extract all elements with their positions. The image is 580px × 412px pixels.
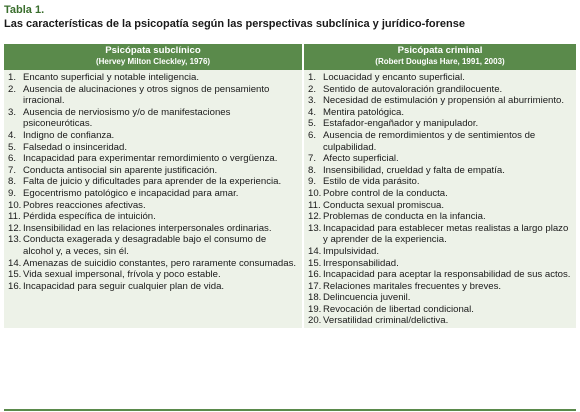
item-text: Estafador-engañador y manipulador. xyxy=(323,118,479,130)
item-text: Pobres reacciones afectivas. xyxy=(23,199,146,211)
item-text: Estilo de vida parásito. xyxy=(323,176,420,188)
table-caption xyxy=(4,3,576,31)
list-item xyxy=(8,269,298,281)
table-title: Las características de la psicopatía según las perspectivas subclínica y jurídico-forense xyxy=(4,18,465,30)
list-item xyxy=(8,130,298,142)
item-number: 9. xyxy=(8,187,17,199)
list-item xyxy=(308,176,572,188)
item-text: Necesidad de estimulación y propensión al aburrimiento. xyxy=(323,95,565,107)
item-number: 5. xyxy=(308,118,317,130)
item-text: Irresponsabilidad. xyxy=(323,257,399,269)
item-number: 2. xyxy=(308,83,317,95)
item-text: Incapacidad para aceptar la responsabilidad de sus actos. xyxy=(323,269,571,281)
item-text: Vida sexual impersonal, frívola y poco estable. xyxy=(23,269,221,281)
list-item xyxy=(308,292,572,304)
item-number: 4. xyxy=(8,129,17,141)
item-text: Pobre control de la conducta. xyxy=(323,187,448,199)
list-item xyxy=(308,107,572,119)
item-number: 20. xyxy=(308,315,322,327)
item-text: Indigno de confianza. xyxy=(23,129,115,141)
psychopathy-table xyxy=(4,44,576,328)
list-item xyxy=(8,72,298,84)
item-text: Conducta antisocial sin aparente justificación. xyxy=(23,164,218,176)
item-number: 16. xyxy=(308,269,322,281)
item-number: 5. xyxy=(8,141,17,153)
item-text: Incapacidad para establecer metas realistas a largo plazo y aprender de la experiencia. xyxy=(323,222,569,246)
list-item xyxy=(308,246,572,258)
list-item xyxy=(8,153,298,165)
list-item xyxy=(8,223,298,235)
list-item xyxy=(8,176,298,188)
list-item xyxy=(308,153,572,165)
list-item xyxy=(308,165,572,177)
list-item xyxy=(308,95,572,107)
table-label: Tabla 1. xyxy=(4,4,45,16)
item-text: Insensibilidad, crueldad y falta de empatía. xyxy=(323,164,505,176)
item-text: Problemas de conducta en la infancia. xyxy=(323,211,486,223)
item-number: 15. xyxy=(308,257,322,269)
item-number: 10. xyxy=(8,199,22,211)
item-number: 13. xyxy=(308,222,322,234)
subclinical-traits-cell xyxy=(4,70,303,328)
column-heading: Psicópata subclínico xyxy=(105,45,201,56)
item-text: Insensibilidad en las relaciones interpersonales ordinarias. xyxy=(23,222,272,234)
column-heading: Psicópata criminal xyxy=(397,45,483,56)
item-text: Amenazas de suicidio constantes, pero raramente consumadas. xyxy=(23,257,297,269)
list-item xyxy=(308,200,572,212)
list-item xyxy=(8,200,298,212)
item-text: Ausencia de nerviosismo y/o de manifestaciones psiconeuróticas. xyxy=(23,106,231,130)
table-bottom-rule xyxy=(4,409,576,411)
item-number: 7. xyxy=(308,153,317,165)
item-number: 12. xyxy=(308,211,322,223)
item-number: 4. xyxy=(308,106,317,118)
item-number: 1. xyxy=(8,72,17,83)
item-number: 18. xyxy=(308,292,322,304)
list-item xyxy=(8,234,298,257)
item-number: 19. xyxy=(308,303,322,315)
list-item xyxy=(308,258,572,270)
item-text: Delincuencia juvenil. xyxy=(323,292,411,304)
item-text: Mentira patológica. xyxy=(323,106,405,118)
table-body-row xyxy=(4,70,576,328)
list-item xyxy=(8,281,298,293)
item-text: Egocentrismo patológico e incapacidad para amar. xyxy=(23,187,239,199)
list-item xyxy=(8,165,298,177)
table-header-row xyxy=(4,44,576,70)
item-text: Conducta exagerada y desagradable bajo el consumo de alcohol y, a veces, sin él. xyxy=(23,234,267,257)
list-item xyxy=(8,211,298,223)
list-item xyxy=(308,118,572,130)
list-item xyxy=(8,258,298,270)
item-number: 1. xyxy=(308,72,317,83)
item-number: 16. xyxy=(8,280,22,292)
list-item xyxy=(8,107,298,130)
item-number: 14. xyxy=(8,257,22,269)
list-item xyxy=(308,269,572,281)
item-number: 14. xyxy=(308,245,322,257)
item-number: 10. xyxy=(308,187,322,199)
list-item xyxy=(308,72,572,84)
item-text: Relaciones maritales frecuentes y breves. xyxy=(323,280,502,292)
column-subheading: (Hervey Milton Cleckley, 1976) xyxy=(95,56,211,66)
item-number: 12. xyxy=(8,222,22,234)
item-number: 9. xyxy=(308,176,317,188)
item-text: Incapacidad para experimentar remordimiento o vergüenza. xyxy=(23,153,278,165)
item-number: 7. xyxy=(8,164,17,176)
item-text: Versatilidad criminal/delictiva. xyxy=(323,315,449,327)
criminal-traits-cell xyxy=(303,70,576,328)
list-item xyxy=(8,84,298,107)
item-text: Pérdida específica de intuición. xyxy=(23,211,156,223)
item-number: 11. xyxy=(308,199,321,211)
item-text: Sentido de autovaloración grandilocuente. xyxy=(323,83,503,95)
item-text: Falta de juicio y dificultades para aprender de la experiencia. xyxy=(23,176,282,188)
item-number: 17. xyxy=(308,280,322,292)
list-item xyxy=(308,315,572,327)
item-text: Incapacidad para seguir cualquier plan de vida. xyxy=(23,280,225,292)
item-number: 3. xyxy=(308,95,317,107)
list-item xyxy=(308,211,572,223)
list-item xyxy=(8,188,298,200)
item-number: 3. xyxy=(8,106,17,118)
item-text: Ausencia de alucinaciones y otros signos de pensamiento irracional. xyxy=(23,83,270,107)
item-text: Revocación de libertad condicional. xyxy=(323,303,474,315)
column-subheading: (Robert Douglas Hare, 1991, 2003) xyxy=(375,56,505,66)
list-item xyxy=(308,223,572,246)
item-text: Falsedad o insinceridad. xyxy=(23,141,127,153)
list-item xyxy=(308,130,572,153)
item-number: 6. xyxy=(8,153,17,165)
column-header-subclinical xyxy=(4,44,303,70)
list-item xyxy=(8,142,298,154)
list-item xyxy=(308,304,572,316)
item-text: Conducta sexual promiscua. xyxy=(323,199,445,211)
list-item xyxy=(308,84,572,96)
item-text: Impulsividad. xyxy=(323,245,379,257)
item-text: Ausencia de remordimientos y de sentimientos de culpabilidad. xyxy=(323,129,536,153)
item-number: 8. xyxy=(308,164,317,176)
item-number: 13. xyxy=(8,234,22,246)
list-item xyxy=(308,188,572,200)
item-number: 11. xyxy=(8,211,21,223)
item-number: 15. xyxy=(8,269,22,281)
item-text: Locuacidad y encanto superficial. xyxy=(323,72,465,83)
list-item xyxy=(308,281,572,293)
item-number: 6. xyxy=(308,129,317,141)
item-number: 2. xyxy=(8,83,17,95)
item-number: 8. xyxy=(8,176,17,188)
item-text: Afecto superficial. xyxy=(323,153,399,165)
column-header-criminal xyxy=(303,44,576,70)
item-text: Encanto superficial y notable inteligencia. xyxy=(23,72,199,83)
